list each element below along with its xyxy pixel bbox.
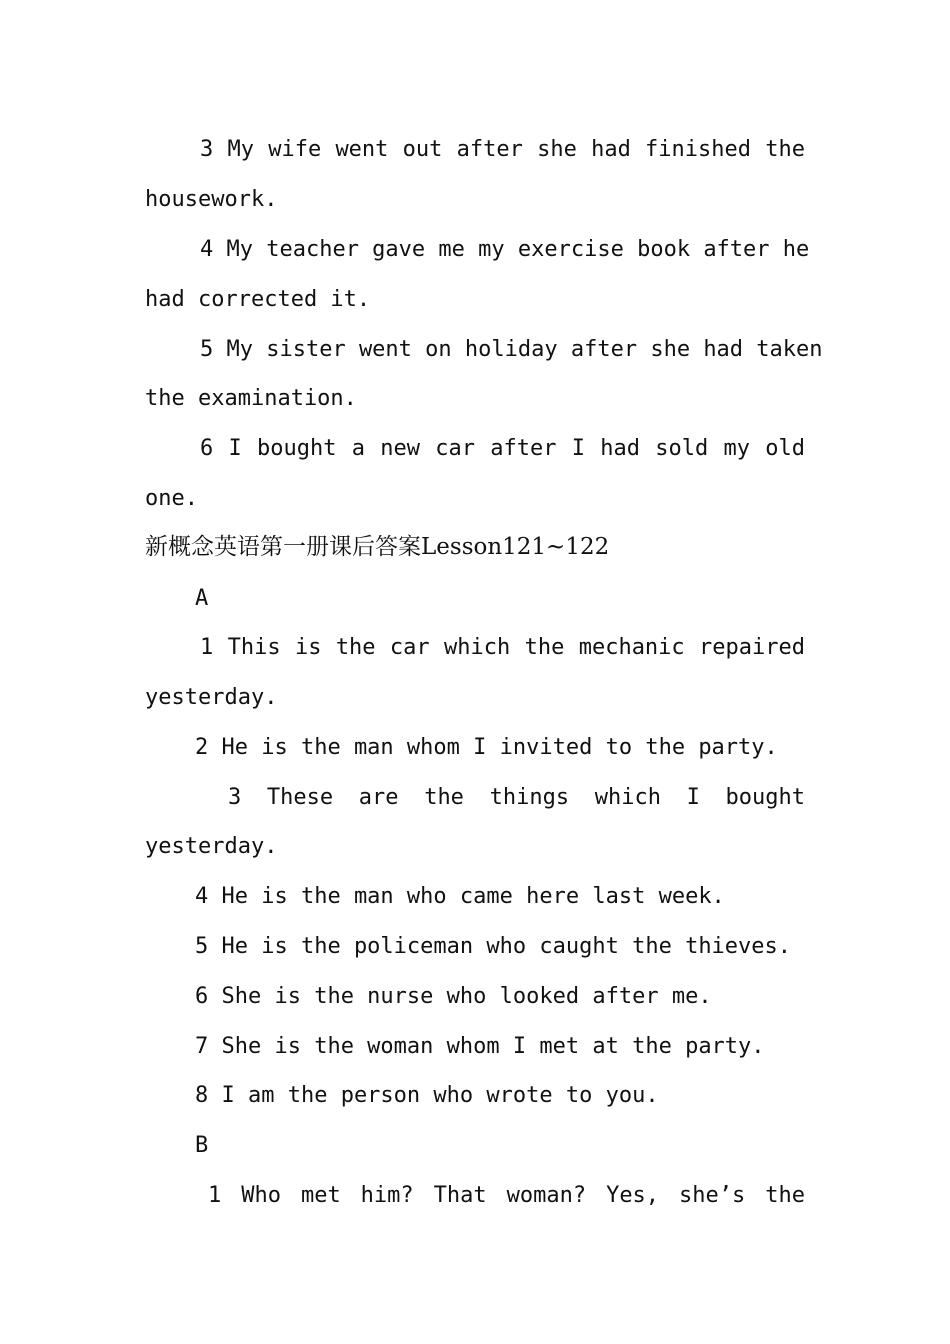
answer-3-line-1: 3 My wife went out after she had finished the <box>200 137 805 162</box>
a-answer-8: 8 I am the person who wrote to you. <box>195 1083 659 1108</box>
a-answer-1-line-2: yesterday. <box>145 685 278 710</box>
answer-4-line-2: had corrected it. <box>145 287 371 312</box>
answer-3-line-2: housework. <box>145 187 278 212</box>
a-answer-1-line-1: 1 This is the car which the mechanic repaired <box>200 635 805 660</box>
section-a-label: A <box>195 586 209 611</box>
answer-4-line-1: 4 My teacher gave me my exercise book after he <box>200 237 810 262</box>
section-heading: 新概念英语第一册课后答案Lesson121~122 <box>145 534 610 560</box>
a-answer-3-line-2: yesterday. <box>145 834 278 859</box>
a-answer-6: 6 She is the nurse who looked after me. <box>195 984 712 1009</box>
section-b-label: B <box>195 1133 209 1158</box>
answer-6-line-2: one. <box>145 486 198 511</box>
answer-5-line-2: the examination. <box>145 386 357 411</box>
answer-5-line-1: 5 My sister went on holiday after she had taken <box>200 337 823 362</box>
a-answer-7: 7 She is the woman whom I met at the party. <box>195 1034 765 1059</box>
a-answer-4: 4 He is the man who came here last week. <box>195 884 725 909</box>
a-answer-5: 5 He is the policeman who caught the thieves. <box>195 934 792 959</box>
answer-6-line-1: 6 I bought a new car after I had sold my old <box>200 436 805 461</box>
b-answer-1-line-1: 1 Who met him? That woman? Yes, she’s the <box>208 1183 805 1208</box>
a-answer-3-line-1: 3 These are the things which I bought <box>228 785 805 810</box>
a-answer-2: 2 He is the man whom I invited to the party. <box>195 735 778 760</box>
